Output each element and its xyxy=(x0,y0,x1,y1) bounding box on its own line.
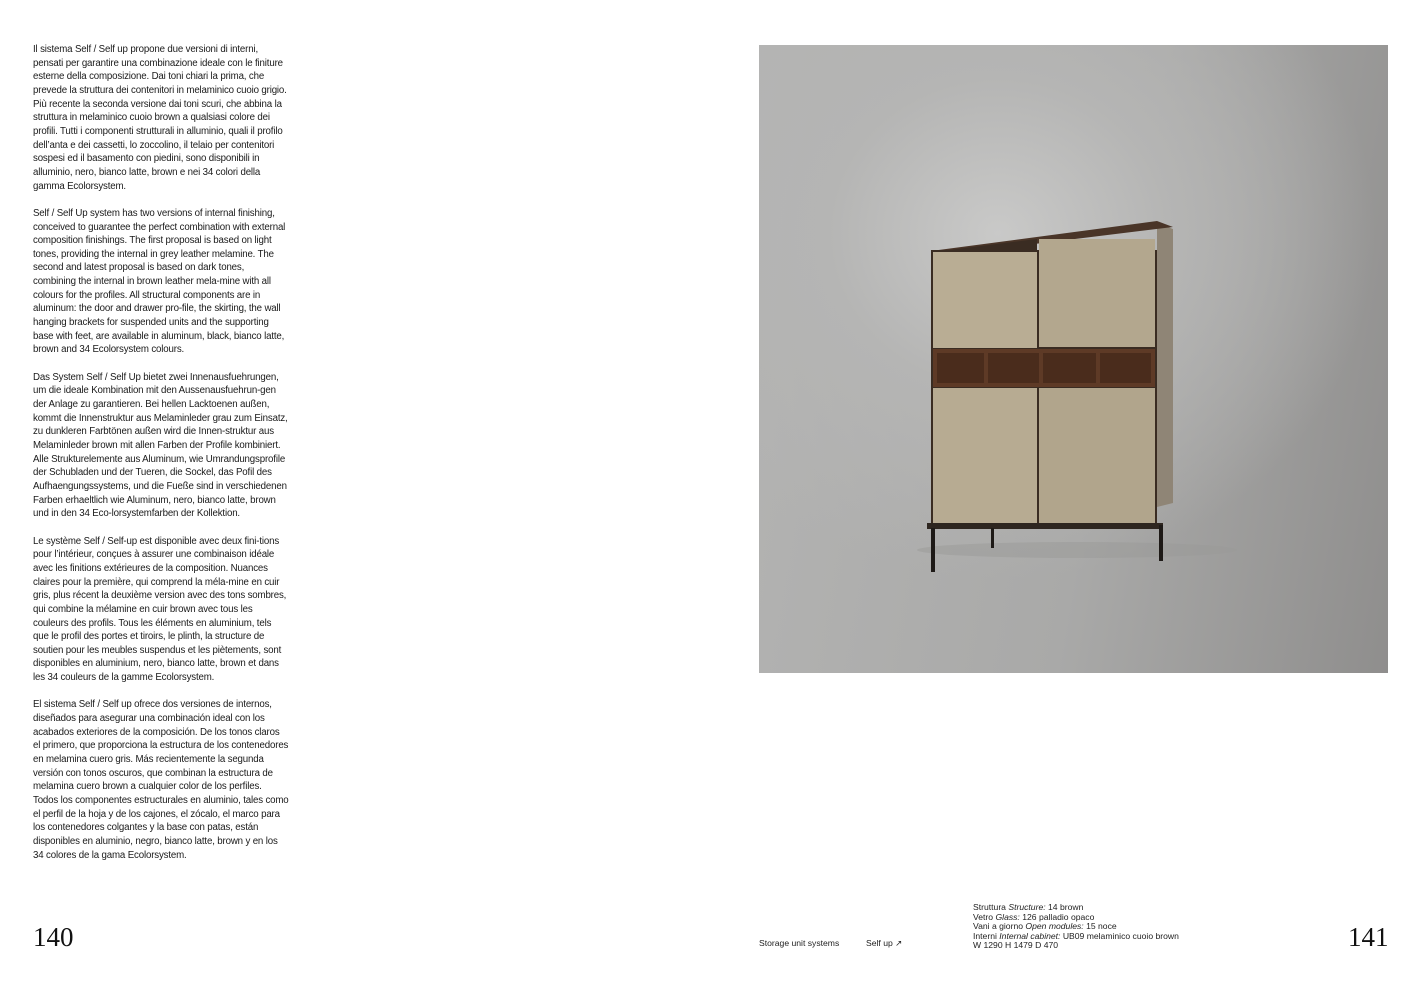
page-number-right: 141 xyxy=(1348,922,1389,952)
body-text-column xyxy=(33,43,289,876)
paragraph-spanish: El sistema Self / Self up ofrece dos versiones de internos, diseñados para asegurar una combinación ideal con los acabados exteriores de la composición. De los tonos claros el primero, que proporciona la estructura de los contenedores en melamina cuero gris. Más recientemente la segunda versión con tonos oscuros, que combinan la estructura de melamina cuero brown a cualquier color de los perfiles. Todos los componentes estructurales en aluminio, tales como el perfil de la hoja y de los cajones, el zócalo, el marco para los contenedores colgantes y la base con patas, están disponibles en aluminio, negro, bianco latte, brown y en los 34 colores de la gama Ecolorsystem. xyxy=(33,699,289,861)
spec-open-modules: Vani a giorno Open modules: 15 noce xyxy=(973,921,1117,932)
paragraph-italian: Il sistema Self / Self up propone due versioni di interni, pensati per garantire una combinazione ideale con le finiture esterne della composizione. Dai toni chiari la prima, che prevede la struttura dei contenitori in melaminico cuoio grigio. Più recente la seconda versione dai toni scuri, che abbina la struttura in melaminico cuoio brown a qualsiasi colore dei profili. Tutti i componenti strutturali in alluminio, quali il profilo dell’anta e dei cassetti, lo zoccolino, il telaio per contenitori sospesi ed il basamento con piedini, sono disponibili in alluminio, nero, bianco latte, brown e nei 34 colori della gamma Ecolorsystem. xyxy=(33,44,287,192)
paragraph-english: Self / Self Up system has two versions of internal finishing, conceived to guarantee the perfect combination with external composition finishings. The first proposal is based on light tones, providing the internal in grey leather melamine. The second and latest proposal is based on dark tones, combining the internal in brown leather mela-mine with all colours for the profiles. All structural components are in aluminum: the door and drawer pro-file, the skirting, the wall hanging brackets for suspended units and the supporting base with feet, are available in aluminum, black, bianco latte, brown and 34 Ecolorsystem colours. xyxy=(33,207,286,356)
spec-dimensions: W 1290 H 1479 D 470 xyxy=(973,940,1059,951)
page-number-left: 140 xyxy=(33,922,74,952)
footer-product-link[interactable]: Self up ↗ xyxy=(866,938,903,948)
paragraph-german: Das System Self / Self Up bietet zwei Innenausfuehrungen, um die ideale Kombination mit den Aussenausfuehrun-gen der Anlage zu garantieren. Bei hellen Lacktoenen außen, kommt die Innenstruktur aus Melaminleder grau zum Einsatz, zu dunkleren Farbtönen außen wird die Innen-struktur aus Melaminleder brown mit allen Farben der Profile kombiniert. Alle Strukturelemente aus Aluminum, wie Umrandungsprofile der Schubladen und der Tueren, die Sockel, das Pofil des Aufhaengungssystems, und die Fueße sind in verschiedenen Farben erhaeltlich wie Aluminum, nero, bianco latte, brown und in den 34 Eco-lorsystemfarben der Kollektion. xyxy=(33,371,288,520)
product-specs xyxy=(973,903,1213,951)
cabinet-illustration xyxy=(759,45,1388,673)
product-photo xyxy=(759,45,1388,673)
paragraph-french: Le système Self / Self-up est disponible avec deux fini-tions pour l’intérieur, conçues à assurer une combinaison idéale avec les finitions extérieures de la composition. Nuances claires pour la première, qui comprend la méla-mine en cuir gris, plus récent la deuxième version avec des tons sombres, qui combine la mélamine en cuir brown avec tous les couleurs des profils. Tous les éléments en aluminium, tels que le profil des portes et tiroirs, le plinth, la structure de soutien pour les meubles suspendus et les piètements, sont disponibles en aluminium, nero, bianco latte, brown et dans les 34 couleurs de la gamme Ecolorsystem. xyxy=(33,535,287,684)
spec-structure: Struttura Structure: 14 brown xyxy=(973,902,1084,912)
spec-glass: Vetro Glass: 126 palladio opaco xyxy=(973,911,1095,922)
footer-section-link[interactable]: Storage unit systems xyxy=(759,938,840,948)
spec-internal: Interni Internal cabinet: UB09 melaminico cuoio brown xyxy=(973,930,1179,941)
